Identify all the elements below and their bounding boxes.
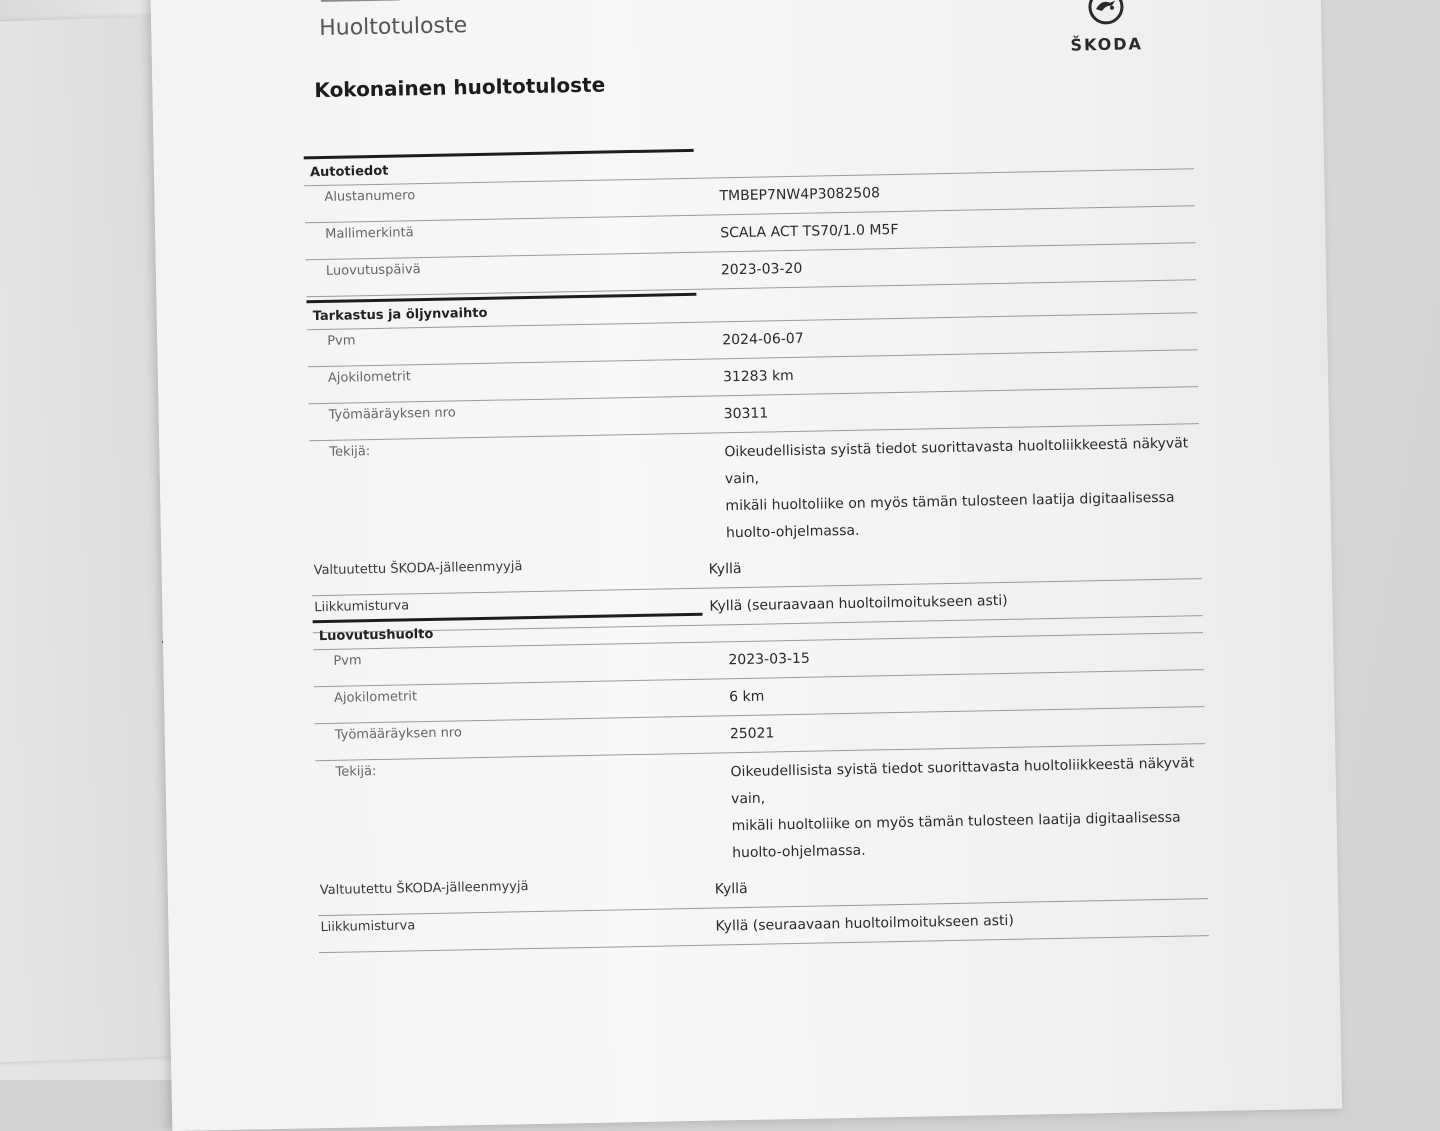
value-line: mikäli huoltoliike on myös tämän tulosteen laatija digitaalisessa: [731, 809, 1181, 835]
row-label: Valtuutettu ŠKODA-jälleenmyyjä: [319, 879, 529, 899]
row-value: 30311: [723, 405, 769, 423]
row-value: 2023-03-15: [728, 650, 810, 669]
skoda-logo: [1056, 0, 1157, 55]
row-value: 2023-03-20: [720, 260, 803, 279]
row-value: Kyllä (seuraavaan huoltoilmoitukseen asti): [715, 912, 1014, 935]
page-title: Kokonainen huoltotuloste: [314, 72, 606, 103]
value-line: mikäli huoltoliike on myös tämän tulosteen laatija digitaalisessa: [725, 489, 1175, 515]
section-heading: Luovutushuolto: [313, 606, 1203, 650]
row-label: Valtuutettu ŠKODA-jälleenmyyjä: [313, 559, 523, 579]
row-label: Työmääräyksen nro: [334, 725, 463, 743]
row-value-multiline: [730, 744, 1207, 871]
document-subtitle: Huoltotuloste: [318, 13, 468, 41]
row-label: Tekijä:: [335, 764, 377, 780]
row-label: Liikkumisturva: [314, 598, 410, 616]
row-value: Kyllä: [708, 560, 742, 578]
row-label: Liikkumisturva: [320, 918, 416, 936]
row-value: 6 km: [728, 688, 765, 706]
value-line: Oikeudellisista syistä tiedot suorittavasta huoltoliikkeestä näkyvät vain,: [730, 755, 1195, 808]
skoda-winged-arrow-icon: [1088, 0, 1125, 25]
row-label: Työmääräyksen nro: [328, 405, 456, 423]
table-row: [315, 744, 1207, 879]
table-row: [309, 424, 1201, 559]
row-value: 2024-06-07: [722, 330, 804, 349]
row-value: Kyllä (seuraavaan huoltoilmoitukseen asti): [709, 592, 1008, 615]
row-label: Pvm: [333, 653, 362, 669]
row-label: Pvm: [327, 333, 356, 349]
section-heading: Tarkastus ja öljynvaihto: [307, 286, 1197, 330]
section-inspection-oil-change: [306, 283, 1202, 633]
value-line: huolto-ohjelmassa.: [725, 522, 860, 542]
section-delivery-service: [313, 603, 1209, 953]
section-heading: Autotiedot: [304, 142, 1194, 186]
row-value-multiline: [724, 424, 1201, 551]
brand-wordmark: ŠKODA: [1070, 34, 1144, 55]
row-label: Luovutuspäivä: [325, 262, 421, 279]
row-label: Ajokilometrit: [327, 369, 412, 386]
section-vehicle-info: [304, 139, 1197, 297]
cut-off-header-text: [321, 0, 401, 2]
row-label: Mallimerkintä: [325, 225, 414, 242]
row-value: SCALA ACT TS70/1.0 M5F: [720, 221, 899, 242]
value-line: huolto-ohjelmassa.: [731, 842, 866, 862]
row-value: 25021: [729, 725, 775, 743]
row-label: Alustanumero: [324, 188, 416, 205]
value-line: Oikeudellisista syistä tiedot suorittavasta huoltoliikkeestä näkyvät vain,: [724, 435, 1189, 488]
row-value: Kyllä: [714, 880, 748, 898]
row-label: Ajokilometrit: [333, 689, 418, 706]
row-value: TMBEP7NW4P3082508: [719, 185, 881, 205]
row-label: Tekijä:: [329, 444, 371, 460]
service-printout-page: [150, 0, 1342, 1131]
row-value: 31283 km: [722, 367, 794, 386]
